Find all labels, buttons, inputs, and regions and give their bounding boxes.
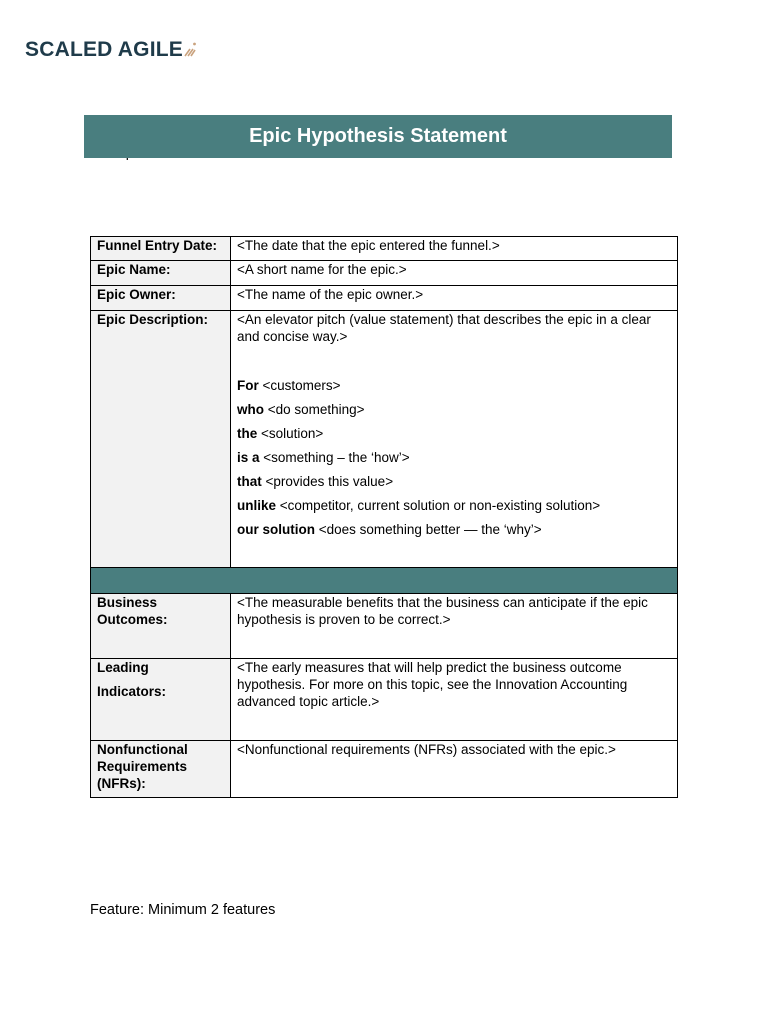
elevator-pitch: <An elevator pitch (value statement) that describes the epic in a clear and concise way.> (237, 312, 651, 344)
section-divider-row (91, 568, 678, 594)
hypothesis-line (237, 473, 671, 490)
table-row (91, 311, 678, 568)
logo-text: SCALED AGILE (25, 38, 183, 61)
hypothesis-keyword: who (237, 402, 264, 417)
table-row (91, 286, 678, 311)
scaled-agile-logo (25, 38, 196, 62)
funnel-entry-date-value: <The date that the epic entered the funnel.> (231, 237, 678, 261)
funnel-entry-date-label: Funnel Entry Date: (91, 237, 231, 261)
document-title: Epic Hypothesis Statement (249, 125, 507, 147)
hypothesis-text: <competitor, current solution or non-existing solution> (276, 498, 601, 513)
epic-description-label: Epic Description: (91, 311, 231, 568)
business-outcomes-value: <The measurable benefits that the business can anticipate if the epic hypothesis is proven to be correct.> (231, 594, 678, 659)
table-row (91, 237, 678, 261)
logo-stripes-icon (184, 41, 196, 57)
table-row (91, 741, 678, 798)
hypothesis-keyword: that (237, 474, 262, 489)
hypothesis-keyword: is a (237, 450, 260, 465)
epic-hypothesis-table (90, 236, 678, 798)
leading-indicators-label (91, 659, 231, 741)
table-row (91, 594, 678, 659)
epic-owner-label: Epic Owner: (91, 286, 231, 311)
hypothesis-text: <customers> (258, 378, 341, 393)
hypothesis-text: <solution> (257, 426, 324, 441)
hypothesis-keyword: unlike (237, 498, 277, 513)
hypothesis-text: <something – the ‘how’> (259, 450, 410, 465)
epic-description-value (231, 311, 678, 568)
hypothesis-line (237, 401, 671, 418)
hypothesis-line (237, 449, 671, 466)
hypothesis-line (237, 377, 671, 394)
leading-indicators-value: <The early measures that will help predict the business outcome hypothesis. For more on this topic, see the Innovation Accounting advanced topic article.> (231, 659, 678, 741)
hypothesis-keyword: the (237, 426, 258, 441)
nfrs-label: Nonfunctional Requirements (NFRs): (91, 741, 231, 798)
hypothesis-text: <provides this value> (261, 474, 394, 489)
table-row (91, 261, 678, 286)
table-row (91, 659, 678, 741)
hypothesis-line (237, 497, 671, 514)
document-title-banner (84, 115, 672, 158)
hypothesis-keyword: For (237, 378, 259, 393)
feature-note: Feature: Minimum 2 features (90, 902, 276, 918)
hypothesis-line (237, 425, 671, 442)
leading-indicators-label-line2: Indicators: (97, 684, 167, 699)
hypothesis-keyword: our solution (237, 522, 315, 537)
hypothesis-text: <does something better — the ‘why’> (315, 522, 542, 537)
epic-name-label: Epic Name: (91, 261, 231, 286)
hypothesis-line (237, 521, 671, 538)
epic-name-value: <A short name for the epic.> (231, 261, 678, 286)
section-divider (91, 568, 678, 594)
nfrs-value: <Nonfunctional requirements (NFRs) associated with the epic.> (231, 741, 678, 798)
business-outcomes-label: Business Outcomes: (91, 594, 231, 659)
epic-owner-value: <The name of the epic owner.> (231, 286, 678, 311)
hypothesis-text: <do something> (264, 402, 365, 417)
leading-indicators-label-line1: Leading (97, 660, 149, 675)
